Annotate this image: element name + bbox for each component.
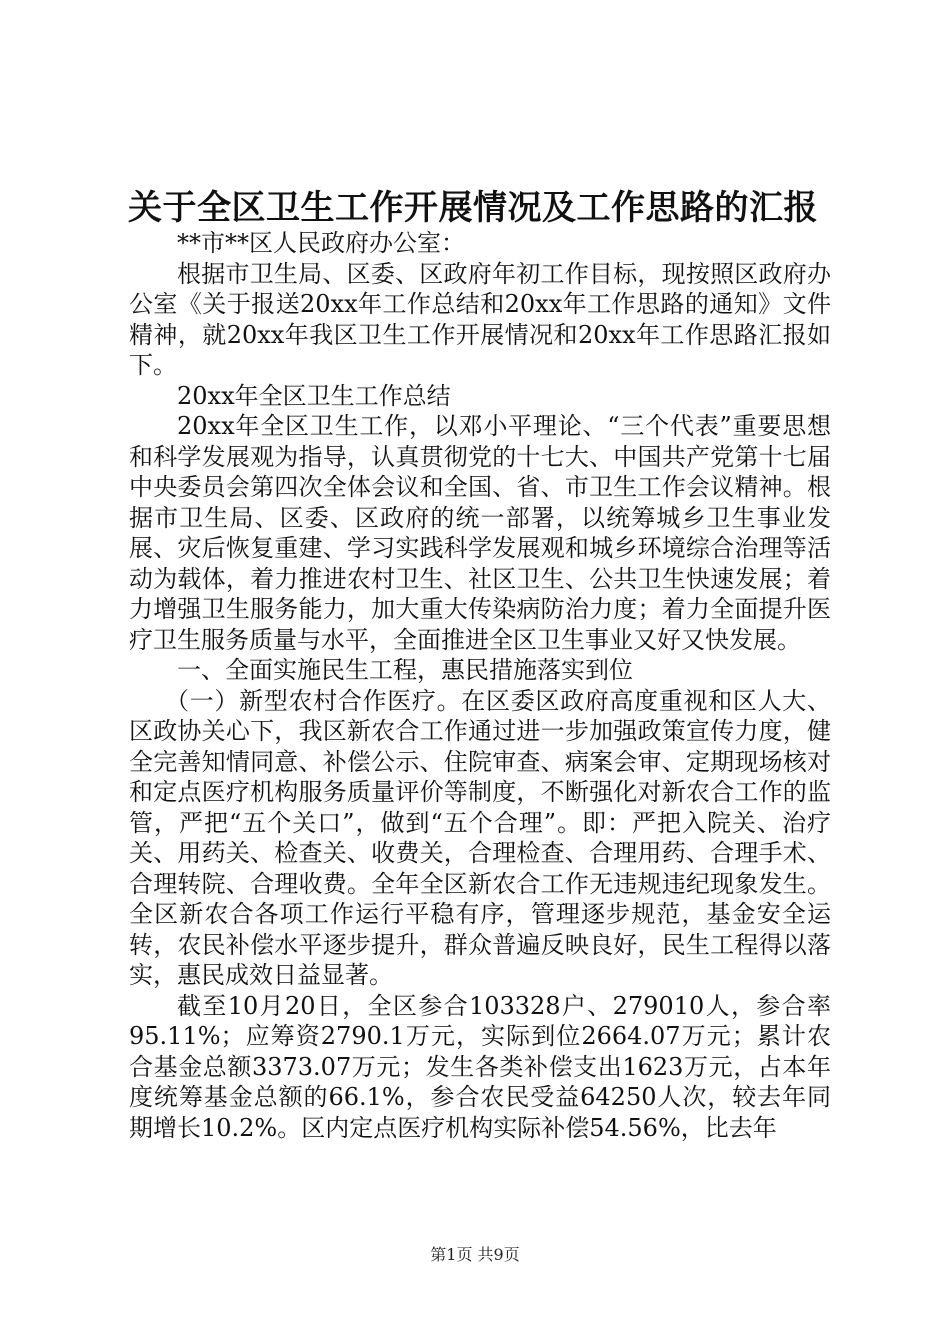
- salutation: **市**区人民政府办公室：: [177, 229, 465, 257]
- page-number-footer: 第1页 共9页: [430, 1245, 520, 1264]
- summary-paragraph: 20xx年全区卫生工作，以邓小平理论、“三个代表”重要思想和科学发展观为指导，认真贯彻党的十七大、中国共产党第十七届中央委员会第四次全体会议和全国、省、市卫生工作会议精神。根据市卫生局、区委、区政府的统一部署，以统筹城乡卫生事业发展、灾后恢复重建、学习实践科学发展观和城乡环境综合治理等活动为载体，着力推进农村卫生、社区卫生、公共卫生快速发展；着力增强卫生服务能力，加大重大传染病防治力度；着力全面提升医疗卫生服务质量与水平，全面推进全区卫生事业又好又快发展。: [129, 412, 831, 654]
- document-title: 关于全区卫生工作开展情况及工作思路的汇报: [128, 188, 818, 228]
- subsection-paragraph-1: （一）新型农村合作医疗。在区委区政府高度重视和区人大、区政协关心下，我区新农合工作通过进一步加强政策宣传力度，健全完善知情同意、补偿公示、住院审查、病案会审、定期现场核对和定点医疗机构服务质量评价等制度，不断强化对新农合工作的监管，严把“五个关口”，做到“五个合理”。即：严把入院关、治疗关、用药关、检查关、收费关，合理检查、合理用药、合理手术、合理转院、合理收费。全年全区新农合工作无违规违纪现象发生。全区新农合各项工作运行平稳有序，管理逐步规范，基金安全运转，农民补偿水平逐步提升，群众普遍反映良好，民生工程得以落实，惠民成效日益显著。: [129, 686, 831, 989]
- section-heading-1: 一、全面实施民生工程，惠民措施落实到位: [177, 656, 633, 684]
- statistics-paragraph: 截至10月20日，全区参合103328户、279010人，参合率95.11%；应筹资2790.1万元，实际到位2664.07万元；累计农合基金总额3373.07万元；发生各类补偿支出1623万元，占本年度统筹基金总额的66.1%，参合农民受益64250人次，较去年同期增长10.2%。区内定点医疗机构实际补偿54.56%，比去年: [129, 991, 831, 1142]
- intro-paragraph: 根据市卫生局、区委、区政府年初工作目标，现按照区政府办公室《关于报送20xx年工作总结和20xx年工作思路的通知》文件精神，就20xx年我区卫生工作开展情况和20xx年工作思路汇报如下。: [129, 259, 831, 379]
- document-body: [129, 228, 831, 1143]
- section-heading-summary: 20xx年全区卫生工作总结: [177, 381, 451, 410]
